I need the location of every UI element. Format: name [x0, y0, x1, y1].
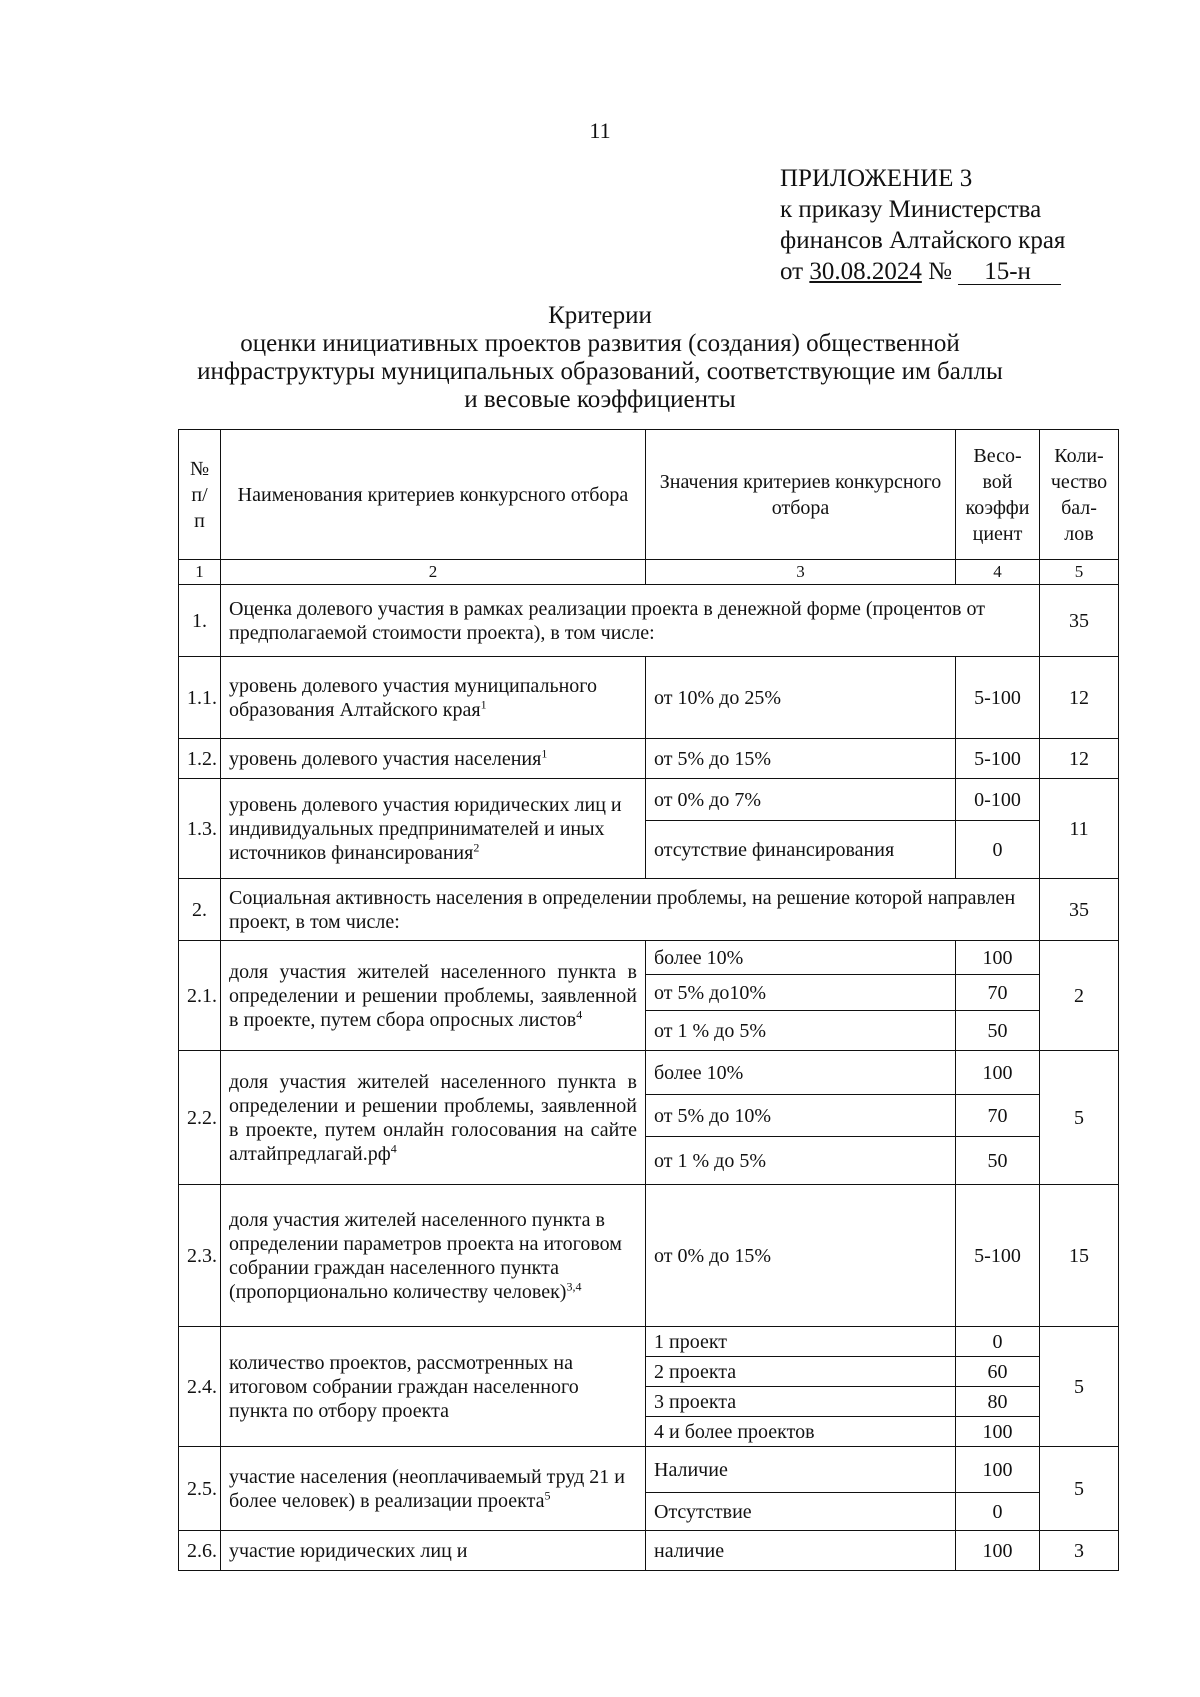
criterion-weight: 0	[956, 1327, 1040, 1357]
criterion-weight: 60	[956, 1357, 1040, 1387]
table-row	[179, 1185, 1119, 1327]
header-weight: Весо-вой коэффи циент	[956, 430, 1040, 560]
criterion-value: 4 и более проектов	[646, 1417, 956, 1447]
criterion-name: участие населения (неоплачиваемый труд 21 и более человек) в реализации проекта	[229, 1465, 626, 1512]
criterion-weight: 50	[956, 1011, 1040, 1051]
criterion-weight: 70	[956, 975, 1040, 1011]
criterion-value: от 5% до10%	[646, 975, 956, 1011]
header-name: Наименования критериев конкурсного отбора	[221, 430, 646, 560]
criterion-name: количество проектов, рассмотренных на итоговом собрании граждан населенного пункта по отбору проекта	[221, 1327, 646, 1447]
table-row	[179, 779, 1119, 821]
column-index-4: 4	[956, 560, 1040, 585]
criterion-name: доля участия жителей населенного пункта в определении параметров проекта на итоговом собрании граждан населенного пункта (пропорционально количеству человек)	[229, 1208, 622, 1303]
criterion-weight: 0	[956, 1493, 1040, 1531]
criterion-weight: 100	[956, 1447, 1040, 1493]
criterion-name: уровень долевого участия населения	[229, 747, 542, 770]
criterion-weight: 5-100	[956, 1185, 1040, 1327]
column-index-2: 2	[221, 560, 646, 585]
criterion-points: 11	[1040, 779, 1119, 879]
criterion-value: от 1 % до 5%	[646, 1011, 956, 1051]
criterion-value: более 10%	[646, 941, 956, 975]
criterion-name: доля участия жителей населенного пункта в определении и решении проблемы, заявленной в проекте, путем онлайн голосования на сайте алтайпредлагай.рф	[229, 1070, 637, 1165]
criterion-weight: 100	[956, 941, 1040, 975]
criterion-value: 2 проекта	[646, 1357, 956, 1387]
criterion-value: от 1 % до 5%	[646, 1137, 956, 1185]
criterion-name: доля участия жителей населенного пункта в определении и решении проблемы, заявленной в проекте, путем сбора опросных листов	[229, 960, 637, 1031]
criterion-name: Оценка долевого участия в рамках реализации проекта в денежной форме (процентов от предполагаемой стоимости проекта), в том числе:	[221, 585, 1040, 657]
criterion-name: уровень долевого участия муниципального образования Алтайского края	[229, 674, 597, 721]
table-row	[179, 1051, 1119, 1095]
title-line-1: Критерии	[548, 302, 652, 329]
criterion-name-cell	[221, 1447, 646, 1531]
table-row	[179, 879, 1119, 941]
criterion-value: от 0% до 15%	[646, 1185, 956, 1327]
criterion-name-cell	[221, 1185, 646, 1327]
row-number: 1.3.	[179, 779, 221, 879]
appendix-ministry-line: финансов Алтайского края	[780, 227, 1066, 254]
footnote-ref: 2	[473, 839, 480, 854]
criterion-points: 35	[1040, 585, 1119, 657]
footnote-ref: 4	[576, 1006, 583, 1021]
criterion-name: Социальная активность населения в определении проблемы, на решение которой направлен проект, в том числе:	[221, 879, 1040, 941]
page-number: 11	[589, 118, 611, 143]
row-number: 1.	[179, 585, 221, 657]
title-line-4: и весовые коэффициенты	[464, 386, 736, 413]
criterion-value: 3 проекта	[646, 1387, 956, 1417]
footnote-ref: 5	[544, 1487, 551, 1502]
criterion-name-cell	[221, 1051, 646, 1185]
title-line-2: оценки инициативных проектов развития (создания) общественной	[240, 330, 960, 357]
criterion-points: 3	[1040, 1531, 1119, 1571]
criterion-name-cell	[221, 657, 646, 739]
table-row	[179, 1327, 1119, 1357]
table-row	[179, 1447, 1119, 1493]
criterion-points: 2	[1040, 941, 1119, 1051]
row-number: 2.6.	[179, 1531, 221, 1571]
criterion-value: отсутствие финансирования	[646, 821, 956, 879]
document-title	[0, 302, 1200, 414]
row-number: 2.	[179, 879, 221, 941]
footnote-ref: 4	[390, 1140, 397, 1155]
criterion-value: Наличие	[646, 1447, 956, 1493]
appendix-order-line: к приказу Министерства	[780, 196, 1042, 223]
criterion-value: наличие	[646, 1531, 956, 1571]
criterion-points: 5	[1040, 1447, 1119, 1531]
criterion-weight: 100	[956, 1531, 1040, 1571]
column-index-3: 3	[646, 560, 956, 585]
date-prefix: от	[780, 258, 804, 285]
header-value: Значения критериев конкурсного отбора	[646, 430, 956, 560]
criterion-weight: 80	[956, 1387, 1040, 1417]
appendix-block	[780, 163, 1065, 287]
criterion-weight: 5-100	[956, 657, 1040, 739]
title-line-3: инфраструктуры муниципальных образований, соответствующие им баллы	[197, 358, 1003, 385]
criterion-name-cell	[221, 779, 646, 879]
criterion-weight: 70	[956, 1095, 1040, 1137]
criterion-points: 12	[1040, 739, 1119, 779]
row-number: 2.2.	[179, 1051, 221, 1185]
row-number: 2.4.	[179, 1327, 221, 1447]
appendix-title: ПРИЛОЖЕНИЕ 3	[780, 165, 973, 192]
footnote-ref: 3,4	[566, 1278, 582, 1293]
column-index-5: 5	[1040, 560, 1119, 585]
order-number: 15-н	[958, 259, 1061, 285]
criterion-points: 5	[1040, 1051, 1119, 1185]
table-row	[179, 1531, 1119, 1571]
criterion-weight: 0	[956, 821, 1040, 879]
table-row	[179, 585, 1119, 657]
column-index-row	[179, 560, 1119, 585]
criterion-points: 12	[1040, 657, 1119, 739]
appendix-date-line	[780, 256, 1065, 287]
criterion-value: 1 проект	[646, 1327, 956, 1357]
row-number: 1.2.	[179, 739, 221, 779]
header-num: № п/п	[179, 430, 221, 560]
criterion-weight: 0-100	[956, 779, 1040, 821]
header-points: Коли-чество бал-лов	[1040, 430, 1119, 560]
criterion-value: от 0% до 7%	[646, 779, 956, 821]
row-number: 2.3.	[179, 1185, 221, 1327]
table-row	[179, 657, 1119, 739]
criterion-weight: 50	[956, 1137, 1040, 1185]
row-number: 2.5.	[179, 1447, 221, 1531]
row-number: 1.1.	[179, 657, 221, 739]
table-row	[179, 739, 1119, 779]
criterion-value: от 5% до 10%	[646, 1095, 956, 1137]
criterion-points: 15	[1040, 1185, 1119, 1327]
header-row	[179, 430, 1119, 560]
order-date: 30.08.2024	[809, 258, 922, 285]
criterion-weight: 5-100	[956, 739, 1040, 779]
criterion-name: уровень долевого участия юридических лиц и индивидуальных предпринимателей и иных источников финансирования	[229, 793, 622, 864]
criterion-value: от 10% до 25%	[646, 657, 956, 739]
number-sign: №	[928, 258, 952, 285]
criterion-weight: 100	[956, 1417, 1040, 1447]
criterion-weight: 100	[956, 1051, 1040, 1095]
criterion-name-cell	[221, 739, 646, 779]
criterion-name-cell	[221, 941, 646, 1051]
criterion-value: более 10%	[646, 1051, 956, 1095]
criterion-points: 5	[1040, 1327, 1119, 1447]
footnote-ref: 1	[541, 745, 548, 760]
criterion-value: Отсутствие	[646, 1493, 956, 1531]
column-index-1: 1	[179, 560, 221, 585]
table-row	[179, 941, 1119, 975]
criterion-points: 35	[1040, 879, 1119, 941]
criterion-name: участие юридических лиц и	[221, 1531, 646, 1571]
criteria-table	[178, 429, 1119, 1571]
criterion-value: от 5% до 15%	[646, 739, 956, 779]
row-number: 2.1.	[179, 941, 221, 1051]
footnote-ref: 1	[480, 696, 487, 711]
